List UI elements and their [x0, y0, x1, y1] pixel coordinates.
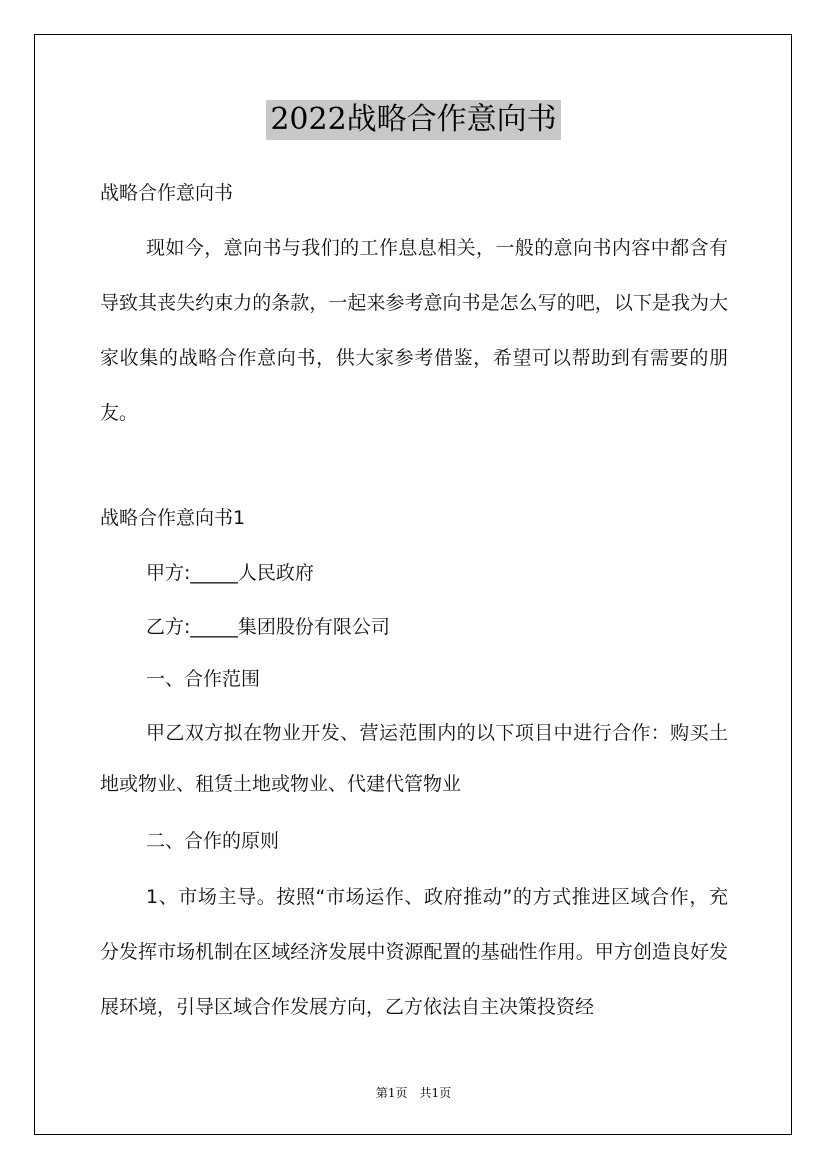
party-b-line: 乙方:_____集团股份有限公司: [146, 616, 390, 638]
section1-heading: 一、合作范围: [146, 668, 261, 690]
party-a-line: 甲方:_____人民政府: [146, 562, 314, 584]
section-heading: 战略合作意向书1: [100, 507, 246, 529]
title-container: [0, 100, 827, 140]
subheading: 战略合作意向书: [100, 182, 234, 204]
section2-heading: 二、合作的原则: [146, 830, 280, 852]
total-pages: 共1页: [419, 1086, 452, 1100]
page-number: 第1页: [375, 1086, 408, 1100]
intro-paragraph: 现如今，意向书与我们的工作息息相关，一般的意向书内容中都含有导致其丧失约束力的条款，一起来参考意向书是怎么写的吧，以下是我为大家收集的战略合作意向书，供大家参考借鉴，希望可以帮助到有需要的朋友。: [100, 237, 728, 424]
page-footer: [0, 1084, 827, 1101]
principle-1-paragraph: 1、市场主导。按照“市场运作、政府推动”的方式推进区域合作，充分发挥市场机制在区域经济发展中资源配置的基础性作用。甲方创造良好发展环境，引导区域合作发展方向，乙方依法自主决策投资经: [100, 886, 728, 1018]
document-title: 2022战略合作意向书: [266, 100, 560, 140]
section1-body: 甲乙双方拟在物业开发、营运范围内的以下项目中进行合作：购买土地或物业、租赁土地或物业、代建代管物业: [100, 722, 728, 795]
